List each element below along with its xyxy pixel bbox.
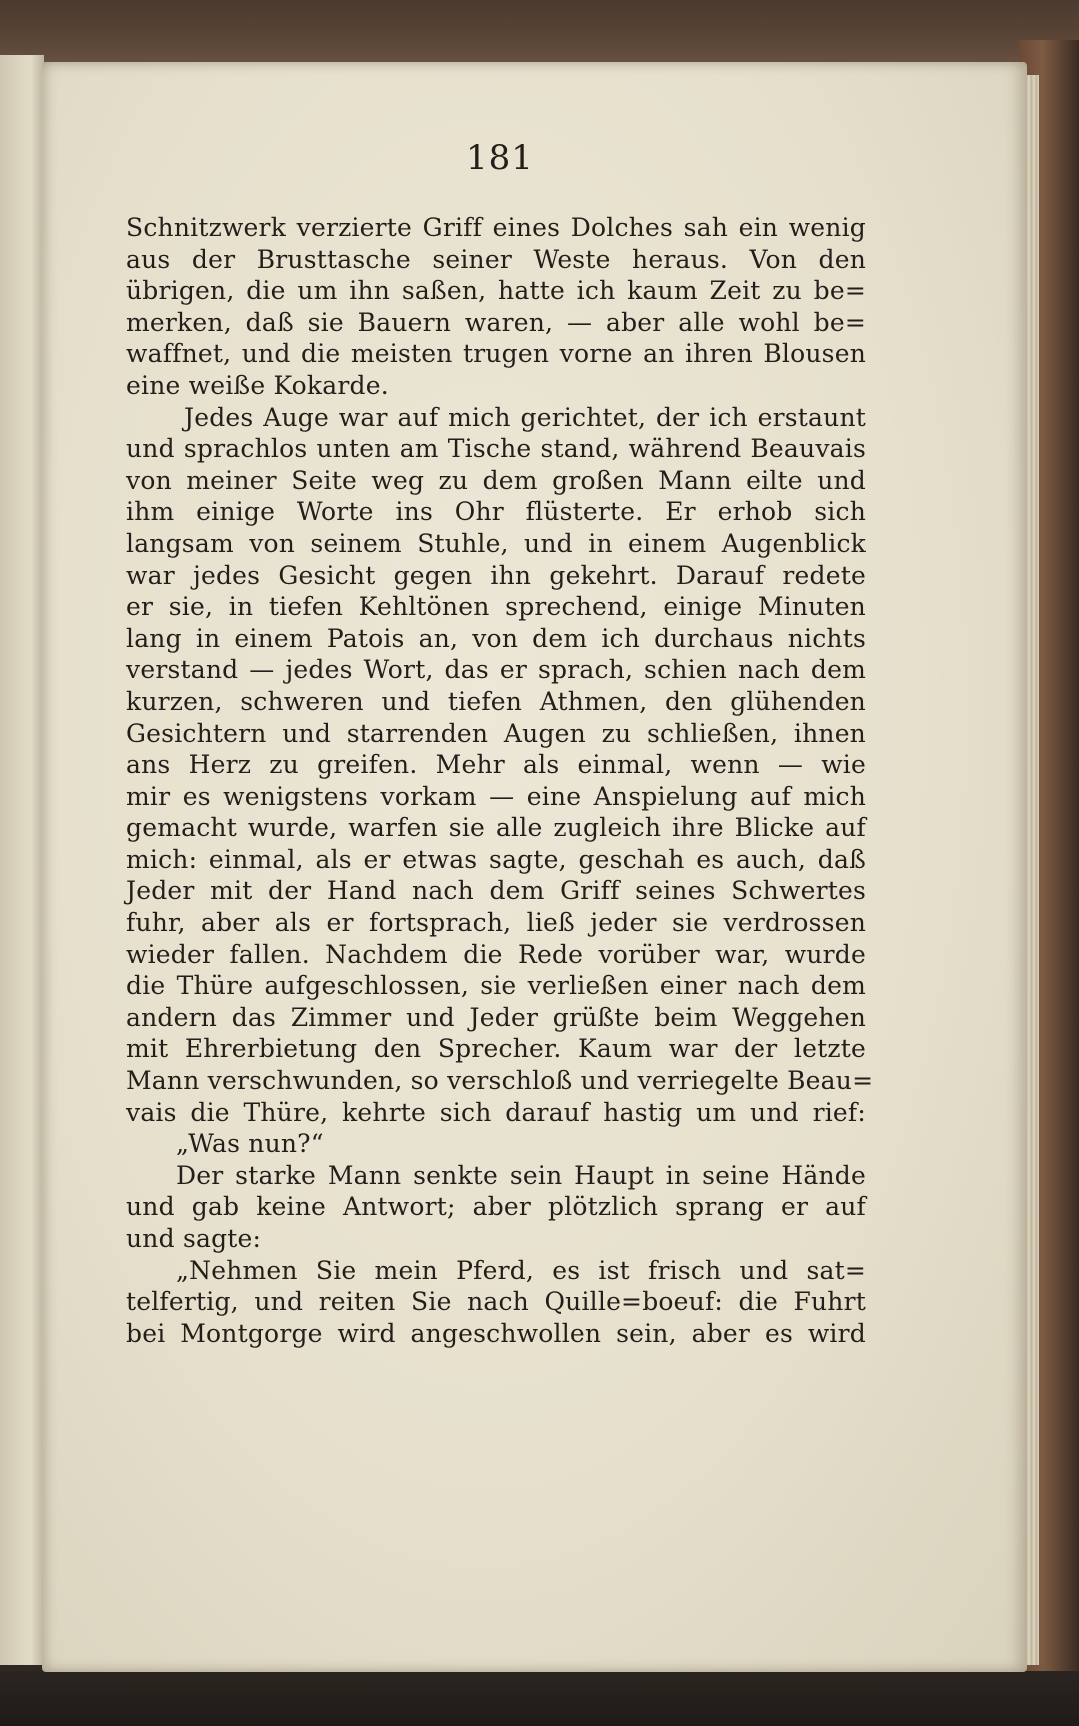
text-line: gemacht wurde, warfen sie alle zugleich ihre Blicke auf bbox=[126, 813, 866, 843]
text-line: mit Ehrerbietung den Sprecher. Kaum war der letzte bbox=[126, 1034, 866, 1064]
text-line: fuhr, aber als er fortsprach, ließ jeder sie verdrossen bbox=[126, 908, 866, 938]
text-line: andern das Zimmer und Jeder grüßte beim Weggehen bbox=[126, 1002, 866, 1032]
text-line: merken, daß sie Bauern waren, — aber alle wohl be= bbox=[126, 307, 866, 337]
text-line: „Was nun?“ bbox=[176, 1129, 324, 1159]
text-line: von meiner Seite weg zu dem großen Mann eilte und bbox=[126, 465, 866, 495]
text-line: kurzen, schweren und tiefen Athmen, den glühenden bbox=[126, 686, 866, 716]
text-line: telfertig, und reiten Sie nach Quille=boeuf: die Fuhrt bbox=[126, 1287, 866, 1317]
page-number: 181 bbox=[466, 138, 534, 178]
text-line: wieder fallen. Nachdem die Rede vorüber war, wurde bbox=[126, 939, 866, 969]
text-line: Gesichtern und starrenden Augen zu schließen, ihnen bbox=[126, 718, 866, 748]
text-line: und sprachlos unten am Tische stand, während Beauvais bbox=[126, 434, 866, 464]
text-line: er sie, in tiefen Kehltönen sprechend, einige Minuten bbox=[126, 592, 866, 622]
text-line: lang in einem Patois an, von dem ich durchaus nichts bbox=[126, 623, 866, 653]
text-line: mich: einmal, als er etwas sagte, geschah es auch, daß bbox=[126, 844, 866, 874]
text-line: ihm einige Worte ins Ohr flüsterte. Er erhob sich bbox=[126, 497, 866, 527]
text-line: aus der Brusttasche seiner Weste heraus. Von den bbox=[126, 244, 866, 274]
text-line: ans Herz zu greifen. Mehr als einmal, wenn — wie bbox=[126, 750, 866, 780]
book-cover-top bbox=[0, 0, 1079, 70]
text-line: Jeder mit der Hand nach dem Griff seines Schwertes bbox=[126, 876, 866, 906]
text-line: vais die Thüre, kehrte sich darauf hastig um und rief: bbox=[126, 1097, 866, 1127]
text-line: und sagte: bbox=[126, 1224, 262, 1253]
text-line: Jedes Auge war auf mich gerichtet, der ich erstaunt bbox=[184, 402, 866, 432]
text-line: Schnitzwerk verzierte Griff eines Dolches sah ein wenig bbox=[126, 213, 866, 242]
text-line: die Thüre aufgeschlossen, sie verließen einer nach dem bbox=[126, 971, 866, 1001]
text-line: langsam von seinem Stuhle, und in einem Augenblick bbox=[126, 528, 866, 558]
page-text bbox=[126, 212, 874, 1349]
text-line: Mann verschwunden, so verschloß und verriegelte Beau= bbox=[126, 1066, 874, 1096]
text-line: „Nehmen Sie mein Pferd, es ist frisch und sat= bbox=[176, 1255, 866, 1285]
book-cover-bottom bbox=[0, 1671, 1079, 1726]
text-line: und gab keine Antwort; aber plötzlich sprang er auf bbox=[126, 1192, 866, 1222]
text-line: Der starke Mann senkte sein Haupt in seine Hände bbox=[176, 1160, 866, 1190]
text-line: verstand — jedes Wort, das er sprach, schien nach dem bbox=[126, 655, 866, 685]
text-line: waffnet, und die meisten trugen vorne an ihren Blousen bbox=[126, 339, 866, 369]
text-line: bei Montgorge wird angeschwollen sein, aber es wird bbox=[126, 1318, 866, 1348]
text-line: übrigen, die um ihn saßen, hatte ich kaum Zeit zu be= bbox=[126, 276, 866, 306]
text-line: war jedes Gesicht gegen ihn gekehrt. Darauf redete bbox=[126, 560, 866, 590]
text-line: eine weiße Kokarde. bbox=[126, 370, 389, 400]
facing-page-edge bbox=[0, 55, 44, 1665]
text-line: mir es wenigstens vorkam — eine Anspielung auf mich bbox=[126, 781, 866, 811]
